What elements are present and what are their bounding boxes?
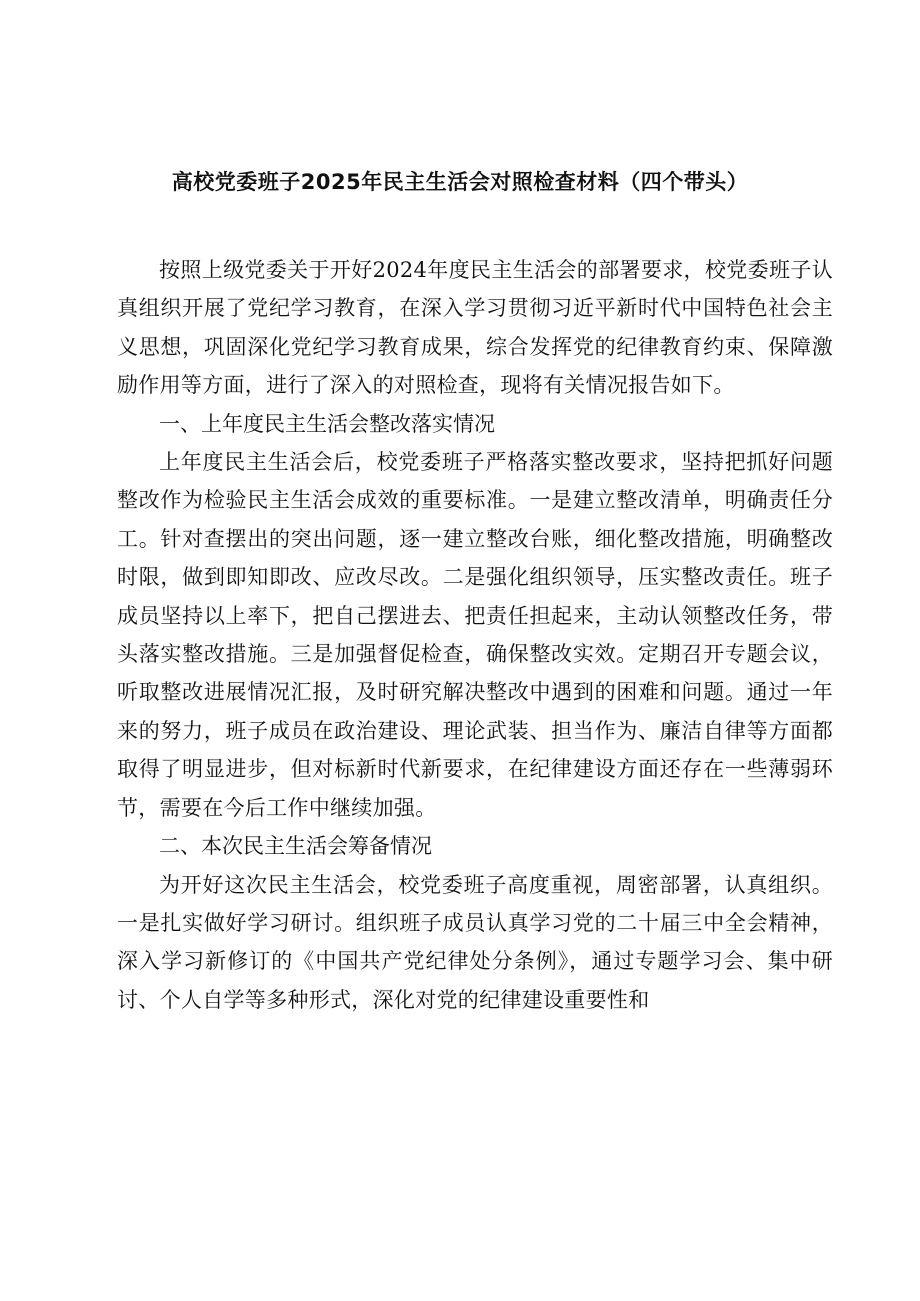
document-title: 高校党委班子2025年民主生活会对照检查材料（四个带头） [171, 170, 749, 194]
section-1-heading: 一、上年度民主生活会整改落实情况 [159, 411, 495, 436]
document-body [117, 251, 833, 1019]
section-1-paragraph: 上年度民主生活会后，校党委班子严格落实整改要求，坚持把抓好问题整改作为检验民主生活会成效的重要标准。一是建立整改清单，明确责任分工。针对查摆出的突出问题，逐一建立整改台账，细化整改措施，明确整改时限，做到即知即改、应改尽改。二是强化组织领导，压实整改责任。班子成员坚持以上率下，把自己摆进去、把责任担起来，主动认领整改任务，带头落实整改措施。三是加强督促检查，确保整改实效。定期召开专题会议，听取整改进展情况汇报，及时研究解决整改中遇到的困难和问题。通过一年来的努力，班子成员在政治建设、理论武装、担当作为、廉洁自律等方面都取得了明显进步，但对标新时代新要求，在纪律建设方面还存在一些薄弱环节，需要在今后工作中继续加强。 [117, 450, 833, 820]
intro-paragraph: 按照上级党委关于开好2024年度民主生活会的部署要求，校党委班子认真组织开展了党纪学习教育，在深入学习贯彻习近平新时代中国特色社会主义思想，巩固深化党纪学习教育成果，综合发挥党的纪律教育约束、保障激励作用等方面，进行了深入的对照检查，现将有关情况报告如下。 [117, 258, 833, 398]
section-2-heading: 二、本次民主生活会筹备情况 [159, 834, 432, 859]
section-2-paragraph: 为开好这次民主生活会，校党委班子高度重视，周密部署，认真组织。一是扎实做好学习研讨。组织班子成员认真学习党的二十届三中全会精神，深入学习新修订的《中国共产党纪律处分条例》，通过专题学习会、集中研讨、个人自学等多种形式，深化对党的纪律建设重要性和 [117, 872, 833, 1012]
